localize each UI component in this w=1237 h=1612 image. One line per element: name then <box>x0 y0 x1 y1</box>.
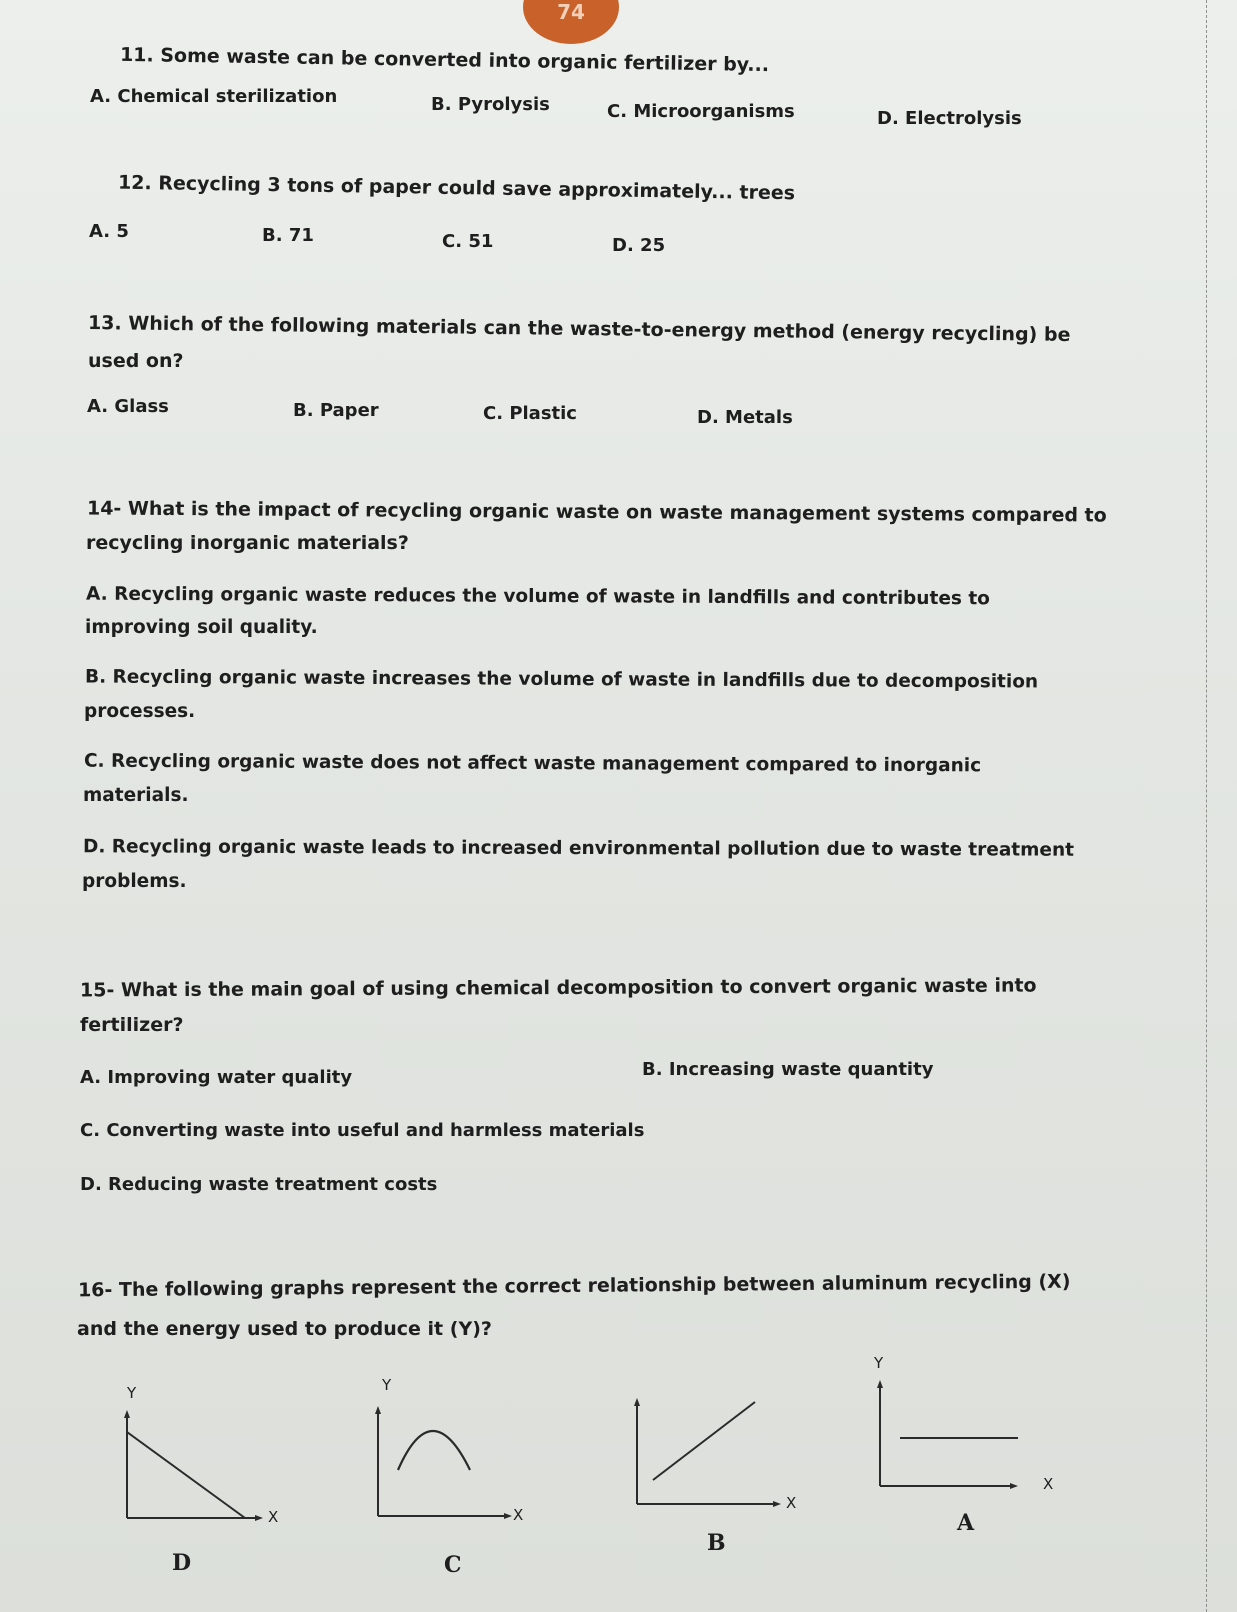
graph-d[interactable] <box>115 1380 295 1576</box>
page-edge-divider <box>1205 0 1207 1612</box>
graph-c-x-arrow <box>504 1513 512 1519</box>
graph-a-y-arrow <box>877 1380 883 1388</box>
question-15-text-line-1: 15- What is the main goal of using chemical decomposition to convert organic waste into <box>79 974 1037 1002</box>
graph-c[interactable] <box>372 1372 552 1582</box>
page-number-badge <box>523 0 619 44</box>
graph-c-x-label: X <box>513 1506 524 1524</box>
graph-a-y-label: Y <box>874 1354 884 1372</box>
graph-d-y-arrow <box>124 1410 130 1418</box>
graph-c-y-label: Y <box>382 1376 392 1394</box>
q15-option-d[interactable]: D. Reducing waste treatment costs <box>80 1174 438 1195</box>
q14-option-a-line-2[interactable]: improving soil quality. <box>85 617 318 638</box>
q15-option-b[interactable]: B. Increasing waste quantity <box>642 1059 934 1080</box>
graph-c-curve <box>398 1431 470 1470</box>
question-13-text-line-2: used on? <box>88 350 184 372</box>
graph-b-x-arrow <box>773 1501 781 1507</box>
graph-d-curve <box>127 1432 245 1518</box>
q14-option-c-line-1[interactable]: C. Recycling organic waste does not affect waste management compared to inorganic <box>83 750 982 777</box>
q11-option-c[interactable]: C. Microorganisms <box>607 101 795 122</box>
graph-a[interactable] <box>870 1348 1070 1548</box>
question-14-text-line-2: recycling inorganic materials? <box>86 532 409 554</box>
graph-b-curve <box>653 1402 755 1480</box>
graph-d-y-label: Y <box>127 1384 137 1402</box>
q15-option-c[interactable]: C. Converting waste into useful and harmless materials <box>80 1120 645 1141</box>
graph-a-label: A <box>957 1510 975 1536</box>
q12-option-a[interactable]: A. 5 <box>89 221 129 242</box>
question-16-text-line-1: 16- The following graphs represent the correct relationship between aluminum recycling (X) <box>77 1270 1071 1302</box>
q13-option-c[interactable]: C. Plastic <box>483 403 577 424</box>
question-12-text: 12. Recycling 3 tons of paper could save approximately... trees <box>117 171 796 205</box>
question-16-text-line-2: and the energy used to produce it (Y)? <box>77 1318 492 1340</box>
q14-option-d-line-2[interactable]: problems. <box>82 871 187 892</box>
graph-b[interactable] <box>625 1362 805 1562</box>
question-14-text-line-1: 14- What is the impact of recycling organic waste on waste management systems compared to <box>86 497 1107 527</box>
graph-c-plot <box>372 1372 552 1582</box>
graph-d-plot <box>115 1380 295 1570</box>
q11-option-a[interactable]: A. Chemical sterilization <box>90 86 338 107</box>
q14-option-c-line-2[interactable]: materials. <box>83 785 189 806</box>
q14-option-b-line-1[interactable]: B. Recycling organic waste increases the volume of waste in landfills due to decomposition <box>84 666 1039 693</box>
graph-a-x-label: X <box>1043 1475 1054 1493</box>
q11-option-b[interactable]: B. Pyrolysis <box>431 94 550 115</box>
question-15-text-line-2: fertilizer? <box>80 1014 184 1036</box>
graph-b-label: B <box>707 1530 726 1556</box>
q15-option-a[interactable]: A. Improving water quality <box>80 1067 353 1088</box>
q11-option-d[interactable]: D. Electrolysis <box>877 108 1022 129</box>
q12-option-b[interactable]: B. 71 <box>262 225 314 246</box>
graph-c-y-arrow <box>375 1406 381 1414</box>
graph-d-label: D <box>172 1550 192 1576</box>
question-13-text-line-1: 13. Which of the following materials can the waste-to-energy method (energy recycling) be <box>87 311 1071 347</box>
graph-d-x-arrow <box>255 1515 263 1521</box>
q13-option-b[interactable]: B. Paper <box>293 400 379 421</box>
q12-option-c[interactable]: C. 51 <box>442 231 494 252</box>
q14-option-a-line-1[interactable]: A. Recycling organic waste reduces the volume of waste in landfills and contributes to <box>85 583 990 610</box>
graph-c-label: C <box>444 1552 462 1578</box>
q13-option-a[interactable]: A. Glass <box>87 396 169 417</box>
page-number: 74 <box>557 0 585 24</box>
graph-d-x-label: X <box>268 1508 279 1526</box>
graph-a-x-arrow <box>1010 1483 1018 1489</box>
q14-option-d-line-1[interactable]: D. Recycling organic waste leads to increased environmental pollution due to waste treatment <box>82 836 1075 861</box>
graph-b-x-label: X <box>786 1494 797 1512</box>
question-11-text: 11. Some waste can be converted into organic fertilizer by... <box>119 43 770 77</box>
graph-b-y-arrow <box>634 1398 640 1406</box>
q12-option-d[interactable]: D. 25 <box>612 235 666 256</box>
q14-option-b-line-2[interactable]: processes. <box>84 701 196 722</box>
q13-option-d[interactable]: D. Metals <box>697 407 793 428</box>
